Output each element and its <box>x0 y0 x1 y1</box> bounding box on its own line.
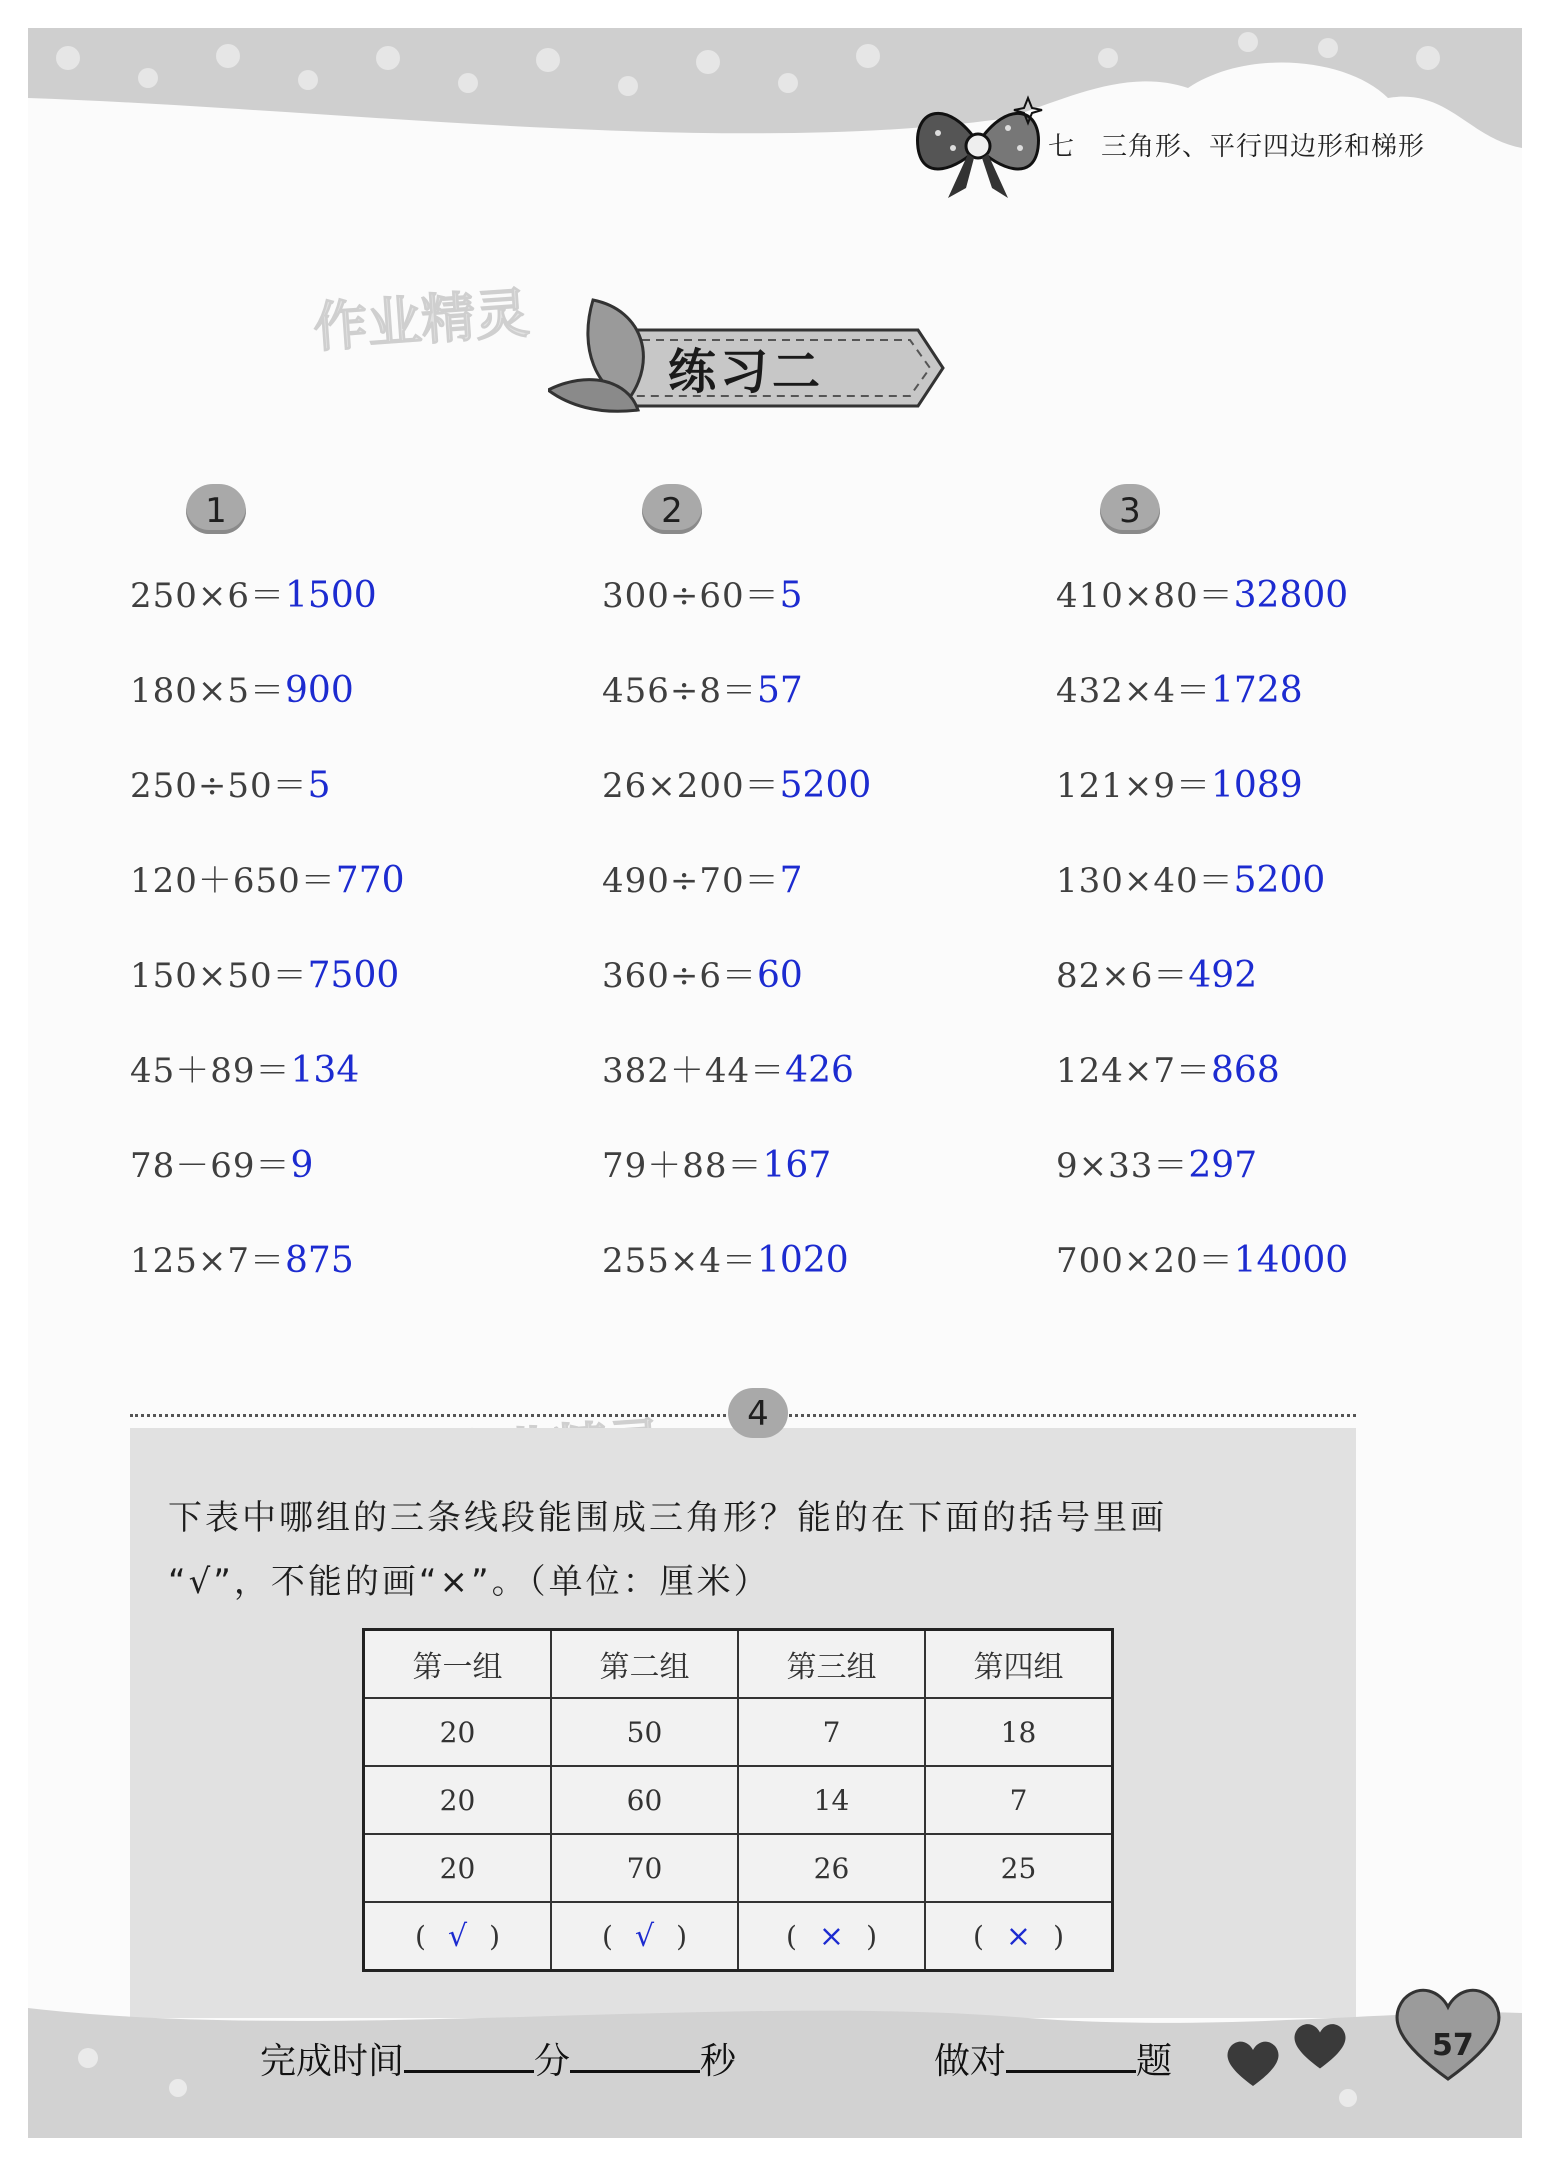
question: 382＋44＝ <box>602 1051 786 1091</box>
paren-open: ( <box>785 1919 797 1953</box>
equation <box>1056 758 1348 853</box>
equation <box>1056 1233 1348 1328</box>
equation <box>602 568 871 663</box>
paren-open: ( <box>602 1919 613 1953</box>
question: 250÷50＝ <box>130 766 308 806</box>
answer: 5200 <box>779 765 872 806</box>
time-label: 完成时间 <box>260 2041 405 2082</box>
equation <box>602 948 871 1043</box>
seconds-blank[interactable] <box>570 2040 700 2073</box>
question: 26×200＝ <box>602 766 780 806</box>
watermark: 作业精灵 <box>311 281 532 360</box>
chapter-name: 三角形、平行四边形和梯形 <box>1101 132 1426 162</box>
answer-cell <box>551 1902 738 1971</box>
question: 180×5＝ <box>130 671 286 711</box>
answer-mark: √ <box>634 1918 655 1954</box>
equation <box>1056 853 1348 948</box>
table-header-row <box>364 1630 1113 1699</box>
answer: 297 <box>1188 1145 1258 1186</box>
equation-column-1 <box>130 568 405 1328</box>
answer-mark: √ <box>447 1918 468 1954</box>
equation <box>1056 663 1348 758</box>
answer-cell <box>364 1902 552 1971</box>
correct-count <box>934 2033 1172 2084</box>
equation <box>130 1138 405 1233</box>
column-badge-2: 2 <box>642 484 702 534</box>
column-header: 第一组 <box>364 1630 552 1699</box>
question-label: 题 <box>1136 2041 1173 2082</box>
answer-mark: × <box>1005 1918 1032 1954</box>
answer-mark: × <box>818 1918 845 1954</box>
equation <box>1056 1138 1348 1233</box>
equation <box>130 568 405 663</box>
column-header: 第四组 <box>925 1630 1113 1699</box>
answer: 1020 <box>757 1240 849 1281</box>
equation <box>130 758 405 853</box>
paren-close: ) <box>489 1919 500 1953</box>
question: 9×33＝ <box>1056 1146 1189 1186</box>
paren-close: ) <box>866 1919 877 1953</box>
question: 130×40＝ <box>1056 861 1234 901</box>
answer: 1500 <box>285 575 377 616</box>
table-cell: 20 <box>364 1698 552 1766</box>
question-line-1: 下表中哪组的三条线段能围成三角形？能的在下面的括号里画 <box>168 1498 1167 1538</box>
question: 124×7＝ <box>1056 1051 1212 1091</box>
minute-label: 分 <box>534 2041 571 2082</box>
question: 250×6＝ <box>130 576 286 616</box>
table-cell: 20 <box>364 1834 552 1902</box>
column-header: 第二组 <box>551 1630 738 1699</box>
question: 360÷6＝ <box>602 956 758 996</box>
question: 82×6＝ <box>1056 956 1189 996</box>
question: 79＋88＝ <box>602 1146 763 1186</box>
question: 432×4＝ <box>1056 671 1212 711</box>
paren-close: ) <box>676 1919 687 1953</box>
table-cell: 70 <box>551 1834 738 1902</box>
answer: 134 <box>290 1050 360 1091</box>
table-cell: 20 <box>364 1766 552 1834</box>
question: 490÷70＝ <box>602 861 780 901</box>
exercise-title: 练习二 <box>668 344 825 400</box>
equation <box>130 1043 405 1138</box>
equation <box>130 948 405 1043</box>
answer: 32800 <box>1233 575 1349 616</box>
answer: 14000 <box>1233 1240 1349 1281</box>
table-cell: 26 <box>738 1834 925 1902</box>
answer: 7 <box>779 860 803 901</box>
equation <box>602 853 871 948</box>
equation <box>130 853 405 948</box>
equation <box>1056 568 1348 663</box>
answer: 167 <box>762 1145 832 1186</box>
table-cell: 7 <box>925 1766 1113 1834</box>
question: 78－69＝ <box>130 1146 291 1186</box>
column-badge-1: 1 <box>186 484 246 534</box>
bow-icon <box>908 88 1048 208</box>
minutes-blank[interactable] <box>404 2040 534 2073</box>
second-label: 秒 <box>700 2041 737 2082</box>
question-line-2: “√”，不能的画“×”。（单位：厘米） <box>168 1562 771 1602</box>
equation <box>1056 1043 1348 1138</box>
question: 456÷8＝ <box>602 671 758 711</box>
column-badge-3: 3 <box>1100 484 1160 534</box>
question: 120＋650＝ <box>130 861 336 901</box>
equation <box>602 663 871 758</box>
equation <box>602 1233 871 1328</box>
answer: 1728 <box>1211 670 1303 711</box>
answer: 492 <box>1188 955 1258 996</box>
answer: 9 <box>290 1145 314 1186</box>
triangle-groups-table <box>362 1628 1114 1972</box>
equation <box>602 1138 871 1233</box>
table-row <box>364 1766 1113 1834</box>
answer: 770 <box>335 860 405 901</box>
question: 150×50＝ <box>130 956 308 996</box>
paren-open: ( <box>972 1919 984 1953</box>
answer: 900 <box>285 670 354 711</box>
answer: 57 <box>757 670 803 711</box>
table-cell: 25 <box>925 1834 1113 1902</box>
equation <box>602 1043 871 1138</box>
table-row <box>364 1698 1113 1766</box>
answer-cell <box>738 1902 925 1971</box>
question: 45＋89＝ <box>130 1051 291 1091</box>
table-cell: 50 <box>551 1698 738 1766</box>
answer: 875 <box>285 1240 354 1281</box>
equation <box>130 1233 405 1328</box>
chapter-number: 七 <box>1048 132 1076 162</box>
heart-icon <box>1223 2038 1283 2088</box>
answer: 1089 <box>1211 765 1303 806</box>
table-row <box>364 1834 1113 1902</box>
paren-close: ) <box>1053 1919 1064 1953</box>
question: 300÷60＝ <box>602 576 780 616</box>
column-header: 第三组 <box>738 1630 925 1699</box>
answer-row <box>364 1902 1113 1971</box>
answer: 5200 <box>1233 860 1326 901</box>
table-cell: 18 <box>925 1698 1113 1766</box>
equation <box>130 663 405 758</box>
equation-column-2 <box>602 568 871 1328</box>
table-cell: 7 <box>738 1698 925 1766</box>
heart-icon <box>1290 2018 1350 2073</box>
table-cell: 60 <box>551 1766 738 1834</box>
equation <box>602 758 871 853</box>
paren-open: ( <box>415 1919 426 1953</box>
chapter-title <box>1048 126 1425 163</box>
answer-cell <box>925 1902 1113 1971</box>
workbook-page <box>28 28 1522 2138</box>
section-badge-4: 4 <box>728 1388 788 1438</box>
page-number: 57 <box>1432 2028 1474 2063</box>
question: 121×9＝ <box>1056 766 1212 806</box>
question-text <box>168 1486 1318 1614</box>
equation-column-3 <box>1056 568 1348 1328</box>
answer: 5 <box>779 575 803 616</box>
question: 255×4＝ <box>602 1241 758 1281</box>
answer: 868 <box>1211 1050 1280 1091</box>
table-cell: 14 <box>738 1766 925 1834</box>
question: 125×7＝ <box>130 1241 286 1281</box>
correct-blank[interactable] <box>1006 2040 1136 2073</box>
completion-time <box>260 2033 736 2084</box>
answer: 7500 <box>307 955 400 996</box>
equation <box>1056 948 1348 1043</box>
question: 410×80＝ <box>1056 576 1234 616</box>
question: 700×20＝ <box>1056 1241 1234 1281</box>
answer: 5 <box>307 765 331 806</box>
correct-label: 做对 <box>934 2041 1007 2082</box>
answer: 60 <box>757 955 803 996</box>
answer: 426 <box>785 1050 854 1091</box>
